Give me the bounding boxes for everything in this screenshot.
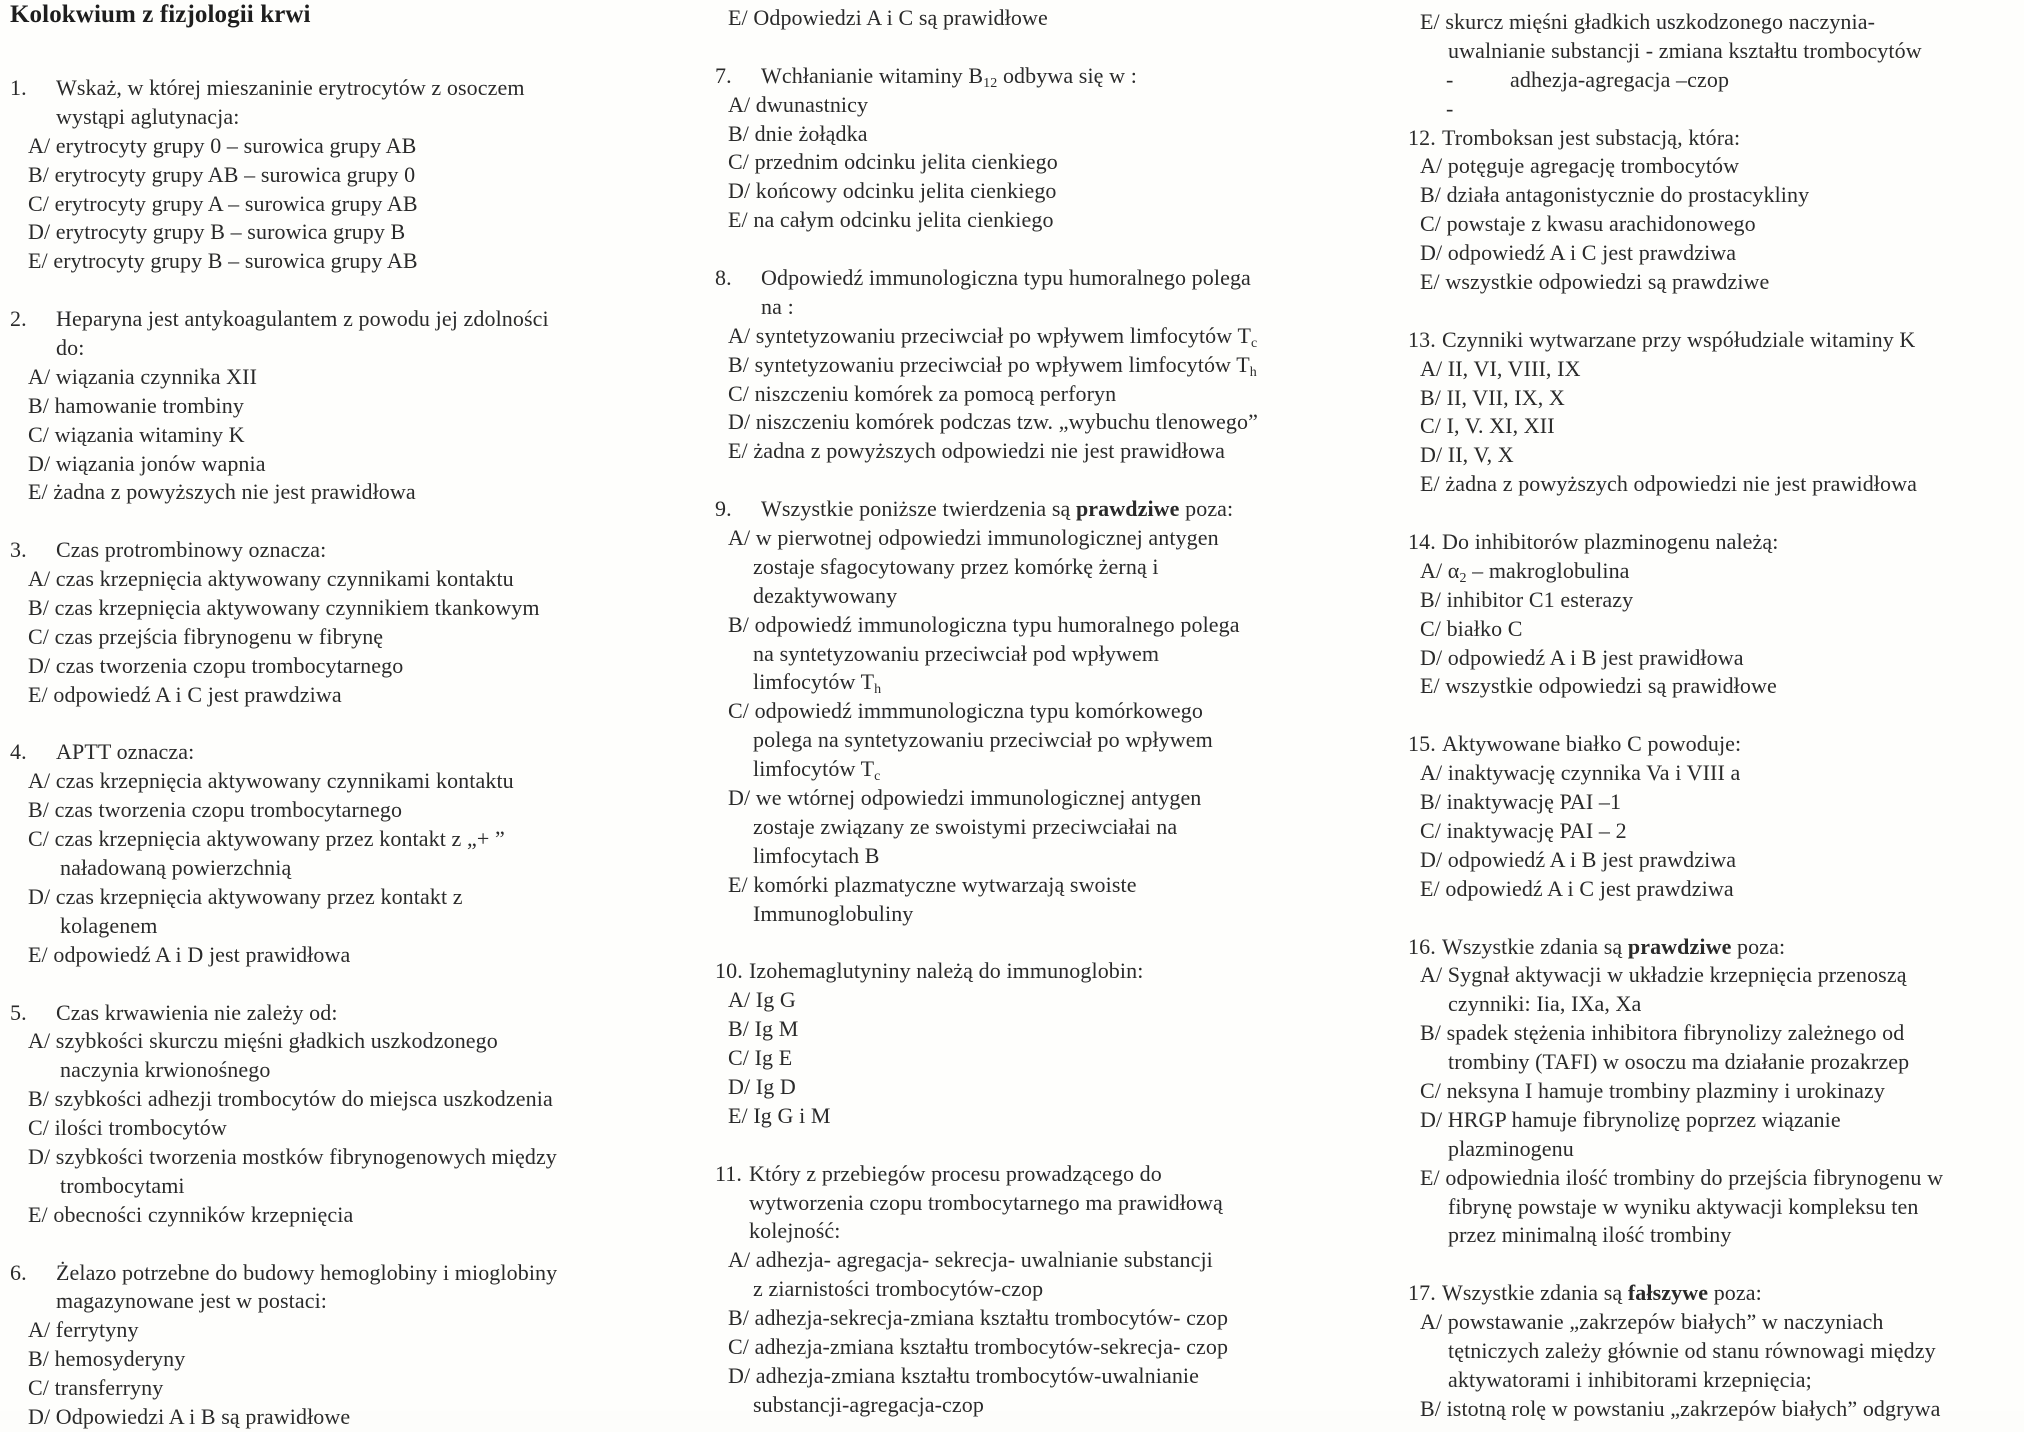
answer-option: E/ odpowiednia ilość trombiny do przejścia fibrynogenu w	[1420, 1164, 1944, 1190]
question-number: 5.	[10, 999, 27, 1025]
question-stem: Który z przebiegów procesu prowadzącego do	[749, 1160, 1162, 1186]
question-3	[10, 536, 680, 709]
question-number: 16.	[1408, 933, 1436, 959]
answer-option-b: B/ dnie żołądka	[728, 120, 868, 146]
answer-option-a: A/ czas krzepnięcia aktywowany czynnikami kontaktu	[28, 566, 514, 592]
question-9	[715, 495, 1405, 928]
answer-option: D/ we wtórnej odpowiedzi immunologicznej antygen	[728, 785, 1202, 811]
question-stem: Aktywowane białko C powoduje:	[1442, 731, 1742, 757]
question-number: 1.	[10, 75, 27, 100]
answer-option-continued: limfocytów $T_c$	[753, 756, 881, 785]
question-11-continued	[1408, 8, 2024, 124]
answer-option-d: D/ odpowiedź A i B jest prawidłowa	[1420, 644, 1744, 670]
answer-option-c: C/ I, V. XI, XII	[1420, 413, 1555, 439]
question-8	[715, 264, 1405, 466]
answer-option-d: D/ Ig D	[728, 1073, 796, 1099]
question-stem: kolejność:	[749, 1218, 841, 1244]
answer-option-a: A/ II, VI, VIII, IX	[1420, 355, 1581, 381]
question-12	[1408, 124, 2024, 297]
answer-option-e: E/ na całym odcinku jelita cienkiego	[728, 207, 1054, 233]
answer-option-c: C/ czas krzepnięcia aktywowany przez kontakt z „+ ”	[28, 826, 505, 852]
document-title: Kolokwium z fizjologii krwi	[10, 1, 311, 28]
answer-option-continued: polega na syntetyzowaniu przeciwciał po wpływem	[753, 727, 1213, 753]
answer-option-e: E/ żadna z powyższych nie jest prawidłowa	[28, 479, 416, 505]
answer-option: B/ odpowiedź immunologiczna typu humoralnego polega	[728, 611, 1240, 637]
question-stem: Wszystkie zdania są fałszywe poza:	[1442, 1280, 1762, 1306]
question-stem: do:	[56, 335, 85, 361]
answer-option-d: D/ adhezja-zmiana kształtu trombocytów-uwalnianie	[728, 1362, 1200, 1388]
question-stem: Wskaż, w której mieszaninie erytrocytów z osoczem	[56, 75, 525, 100]
answer-option-c: C/ adhezja-zmiana kształtu trombocytów-sekrecja- czop	[728, 1333, 1229, 1359]
answer-option-e: E/ wszystkie odpowiedzi są prawidłowe	[1420, 673, 1777, 699]
answer-option-e: E/ żadna z powyższych odpowiedzi nie jest prawidłowa	[728, 438, 1225, 464]
question-number: 13.	[1408, 326, 1436, 352]
answer-option-continued: aktywatorami i inhibitorami krzepnięcia;	[1448, 1366, 1812, 1392]
question-stem: Heparyna jest antykoagulantem z powodu jej zdolności	[56, 306, 549, 332]
answer-option-d: D/ odpowiedź A i B jest prawdziwa	[1420, 846, 1737, 872]
answer-option-c: C/ wiązania witaminy K	[28, 421, 245, 447]
question-stem: magazynowane jest w postaci:	[56, 1288, 327, 1314]
question-2	[10, 305, 680, 507]
question-5	[10, 999, 680, 1230]
question-number: 2.	[10, 306, 27, 332]
column-1	[10, 0, 680, 1432]
emphasis-word: prawdziwe	[1075, 496, 1180, 522]
question-16	[1408, 933, 2024, 1251]
answer-option: B/ spadek stężenia inhibitora fibrynolizy zależnego od	[1420, 1020, 1905, 1046]
answer-option-a: A/ erytrocyty grupy 0 – surowica grupy AB	[28, 132, 417, 158]
answer-option-continued: tętniczych zależy głównie od stanu równowagi między	[1448, 1337, 1936, 1363]
answer-option-a: A/ dwunastnicy	[728, 91, 869, 117]
answer-option-e: E/ wszystkie odpowiedzi są prawdziwe	[1420, 269, 1770, 295]
question-number: 14.	[1408, 529, 1436, 555]
answer-option-continued: trombiny (TAFI) w osoczu ma działanie prozakrzep	[1448, 1049, 1910, 1075]
answer-option-a: A/ syntetyzowaniu przeciwciał po wpływem limfocytów $T_c$	[728, 322, 1258, 351]
question-1	[10, 74, 680, 276]
question-stem: Czynniki wytwarzane przy współudziale witaminy K	[1442, 326, 1916, 352]
question-stem: Czas krwawienia nie zależy od:	[56, 999, 338, 1025]
answer-option-a: A/ wiązania czynnika XII	[28, 363, 258, 389]
answer-option-c: C/ niszczeniu komórek za pomocą perforyn	[728, 380, 1117, 406]
answer-option-d-continued: substancji-agregacja-czop	[753, 1391, 984, 1417]
question-number: 10.	[715, 958, 743, 984]
question-number: 4.	[10, 739, 27, 765]
answer-option-e: E/ skurcz mięśni gładkich uszkodzonego naczynia-	[1420, 9, 1876, 34]
answer-option-continued: zostaje związany ze swoistymi przeciwciałai na	[753, 813, 1178, 839]
question-stem: Wchłanianie witaminy $B_{12}$ odbywa się w :	[761, 62, 1137, 91]
question-17-options	[1408, 1308, 2024, 1424]
question-stem: Wszystkie zdania są prawdziwe poza:	[1442, 933, 1786, 959]
answer-option-c: C/ czas przejścia fibrynogenu w fibrynę	[28, 623, 384, 649]
answer-option-d: D/ erytrocyty grupy B – surowica grupy B	[28, 219, 406, 245]
answer-option-continued: plazminogenu	[1448, 1135, 1574, 1161]
answer-option-continued: limfocytach B	[753, 842, 880, 868]
question-number: 11.	[715, 1160, 742, 1186]
answer-option-a-continued: z ziarnistości trombocytów-czop	[753, 1276, 1044, 1302]
answer-option-d: D/ czas krzepnięcia aktywowany przez kontakt z	[28, 883, 463, 909]
answer-option-a: A/ inaktywację czynnika Va i VIII a	[1420, 760, 1741, 786]
answer-option-b: B/ czas krzepnięcia aktywowany czynnikiem tkankowym	[28, 595, 540, 621]
question-number: 15.	[1408, 731, 1436, 757]
answer-option-d: D/ końcowy odcinku jelita cienkiego	[728, 178, 1057, 204]
answer-option-c: C/ ilości trombocytów	[28, 1115, 227, 1141]
answer-option-b: B/ szybkości adhezji trombocytów do miejsca uszkodzenia	[28, 1086, 553, 1112]
question-number: 8.	[715, 265, 732, 291]
question-7	[715, 62, 1405, 235]
answer-option-continued: dezaktywowany	[753, 582, 898, 608]
answer-option: D/ HRGP hamuje fibrynolizę poprzez wiązanie	[1420, 1106, 1841, 1132]
answer-option-d: D/ II, V, X	[1420, 442, 1514, 468]
question-stem: Czas protrombinowy oznacza:	[56, 537, 327, 563]
answer-option-d: D/ niszczeniu komórek podczas tzw. „wybuchu tlenowego”	[728, 409, 1258, 435]
bullet-dash: -	[1446, 66, 1454, 92]
answer-option-c-continued: naładowaną powierzchnią	[60, 855, 292, 881]
answer-option-e: E/ Ig G i M	[728, 1102, 831, 1128]
question-number: 3.	[10, 537, 27, 563]
column-3	[1408, 8, 2024, 1424]
answer-option-d: D/ czas tworzenia czopu trombocytarnego	[28, 652, 404, 678]
answer-option: C/ neksyna I hamuje trombiny plazminy i urokinazy	[1420, 1077, 1885, 1103]
answer-option-b: B/ Ig M	[728, 1016, 799, 1042]
answer-option-a: A/ ferrytyny	[28, 1317, 139, 1343]
answer-option: E/ komórki plazmatyczne wytwarzają swoiste	[728, 871, 1137, 897]
question-stem: Do inhibitorów plazminogenu należą:	[1442, 529, 1779, 555]
answer-option: A/ Sygnał aktywacji w układzie krzepnięcia przenoszą	[1420, 962, 1907, 988]
answer-option-e: E/ obecności czynników krzepnięcia	[28, 1201, 354, 1227]
answer-option-b: B/ inaktywację PAI –1	[1420, 789, 1622, 815]
question-number: 7.	[715, 62, 732, 88]
answer-option-b: B/ erytrocyty grupy AB – surowica grupy 0	[28, 161, 416, 187]
question-number: 17.	[1408, 1280, 1436, 1306]
answer-option-e: E/ odpowiedź A i D jest prawidłowa	[28, 941, 351, 967]
question-15	[1408, 730, 2024, 903]
answer-option-c: C/ erytrocyty grupy A – surowica grupy AB	[28, 190, 418, 216]
question-stem: Żelazo potrzebne do budowy hemoglobiny i mioglobiny	[56, 1259, 558, 1285]
answer-option-a: A/ $\alpha_2$ – makroglobulina	[1420, 557, 1630, 586]
answer-option-d: D/ wiązania jonów wapnia	[28, 450, 266, 476]
answer-option: B/ istotną rolę w powstaniu „zakrzepów białych” odgrywa	[1420, 1395, 1941, 1421]
answer-option-b: B/ działa antagonistycznie do prostacykliny	[1420, 182, 1810, 208]
answer-option-d: D/ odpowiedź A i C jest prawdziwa	[1420, 240, 1737, 266]
answer-option-d-continued: trombocytami	[60, 1172, 185, 1198]
answer-option-e-continued: - adhezja-agregacja –czop	[1408, 66, 2024, 95]
question-stem: Izohemaglutyniny należą do immunoglobin:	[749, 958, 1144, 984]
answer-option-b: B/ II, VII, IX, X	[1420, 384, 1565, 410]
answer-option-c: C/ powstaje z kwasu arachidonowego	[1420, 211, 1756, 237]
answer-option-b: B/ hemosyderyny	[28, 1346, 186, 1372]
answer-option-e: E/ erytrocyty grupy B – surowica grupy AB	[28, 248, 418, 274]
question-16-options	[1408, 961, 2024, 1250]
answer-option-c: C/ inaktywację PAI – 2	[1420, 817, 1627, 843]
answer-option-continued: limfocytów $T_h$	[753, 669, 882, 698]
bullet-dash: -	[1446, 95, 1454, 121]
answer-option-continued: Immunoglobuliny	[753, 900, 914, 926]
answer-option-a: A/ czas krzepnięcia aktywowany czynnikami kontaktu	[28, 768, 514, 794]
answer-option-b: B/ inhibitor C1 esterazy	[1420, 586, 1634, 612]
question-stem: APTT oznacza:	[56, 739, 195, 765]
question-stem: na :	[761, 293, 794, 319]
answer-option-e: E/ żadna z powyższych odpowiedzi nie jest prawidłowa	[1420, 471, 1917, 497]
answer-option: A/ w pierwotnej odpowiedzi immunologicznej antygen	[728, 525, 1219, 551]
question-14	[1408, 528, 2024, 701]
answer-option-e-continued: uwalnianie substancji - zmiana kształtu trombocytów	[1448, 37, 1922, 63]
question-17	[1408, 1279, 2024, 1423]
answer-option-continued: fibrynę powstaje w wyniku aktywacji kompleksu ten	[1448, 1193, 1919, 1219]
question-stem: Wszystkie poniższe twierdzenia są prawdziwe poza:	[761, 496, 1234, 522]
question-stem: wytworzenia czopu trombocytarnego ma prawidłową	[749, 1189, 1223, 1215]
question-9-options	[715, 524, 1405, 928]
answer-option-continued: na syntetyzowaniu przeciwciał pod wpływem	[753, 640, 1160, 666]
answer-option-d: D/ Odpowiedzi A i B są prawidłowe	[28, 1403, 351, 1429]
question-stem: wystąpi aglutynacja:	[56, 103, 240, 129]
answer-option-e: E/ Odpowiedzi A i C są prawidłowe	[728, 5, 1048, 30]
question-6	[10, 1259, 680, 1432]
answer-option-c: C/ przednim odcinku jelita cienkiego	[728, 149, 1058, 175]
answer-option-c: C/ białko C	[1420, 615, 1523, 641]
question-10	[715, 957, 1405, 1130]
answer-option-c: C/ Ig E	[728, 1045, 793, 1071]
emphasis-word: fałszywe	[1627, 1280, 1709, 1306]
answer-option-b: B/ syntetyzowaniu przeciwciał po wpływem limfocytów $T_h$	[728, 351, 1257, 380]
answer-option-continued: przez minimalną ilość trombiny	[1448, 1222, 1732, 1248]
answer-option-a: A/ Ig G	[728, 987, 796, 1013]
answer-option: C/ odpowiedź immmunologiczna typu komórkowego	[728, 698, 1203, 724]
answer-option-c: C/ transferryny	[28, 1375, 164, 1401]
question-number: 9.	[715, 496, 732, 522]
answer-option-d-continued: kolagenem	[60, 912, 158, 938]
answer-option-a: A/ adhezja- agregacja- sekrecja- uwalnianie substancji	[728, 1247, 1213, 1273]
answer-option-b: B/ hamowanie trombiny	[28, 392, 244, 418]
answer-option-b: B/ adhezja-sekrecja-zmiana kształtu trombocytów- czop	[728, 1305, 1229, 1331]
question-13	[1408, 326, 2024, 499]
question-stem: Odpowiedź immunologiczna typu humoralnego polega	[761, 265, 1251, 291]
emphasis-word: prawdziwe	[1627, 933, 1732, 959]
question-4	[10, 738, 680, 969]
answer-option-continued: czynniki: Iia, IXa, Xa	[1448, 991, 1642, 1017]
answer-option-b: B/ czas tworzenia czopu trombocytarnego	[28, 797, 403, 823]
question-stem: Tromboksan jest substacją, która:	[1442, 124, 1741, 150]
question-number: 6.	[10, 1259, 27, 1285]
question-11	[715, 1160, 1405, 1420]
answer-option: A/ powstawanie „zakrzepów białych” w naczyniach	[1420, 1309, 1884, 1335]
question-number: 12.	[1408, 124, 1436, 150]
answer-option-a-continued: naczynia krwionośnego	[60, 1057, 271, 1083]
column-2	[715, 4, 1405, 1420]
answer-option-e: E/ odpowiedź A i C jest prawdziwa	[28, 681, 342, 707]
answer-option-e: E/ odpowiedź A i C jest prawdziwa	[1420, 875, 1734, 901]
answer-option-a: A/ potęguje agregację trombocytów	[1420, 153, 1740, 179]
answer-option-a: A/ szybkości skurczu mięśni gładkich uszkodzonego	[28, 1028, 498, 1054]
answer-option-d: D/ szybkości tworzenia mostków fibrynogenowych między	[28, 1143, 557, 1169]
answer-option-continued: zostaje sfagocytowany przez komórkę żerną i	[753, 553, 1159, 579]
